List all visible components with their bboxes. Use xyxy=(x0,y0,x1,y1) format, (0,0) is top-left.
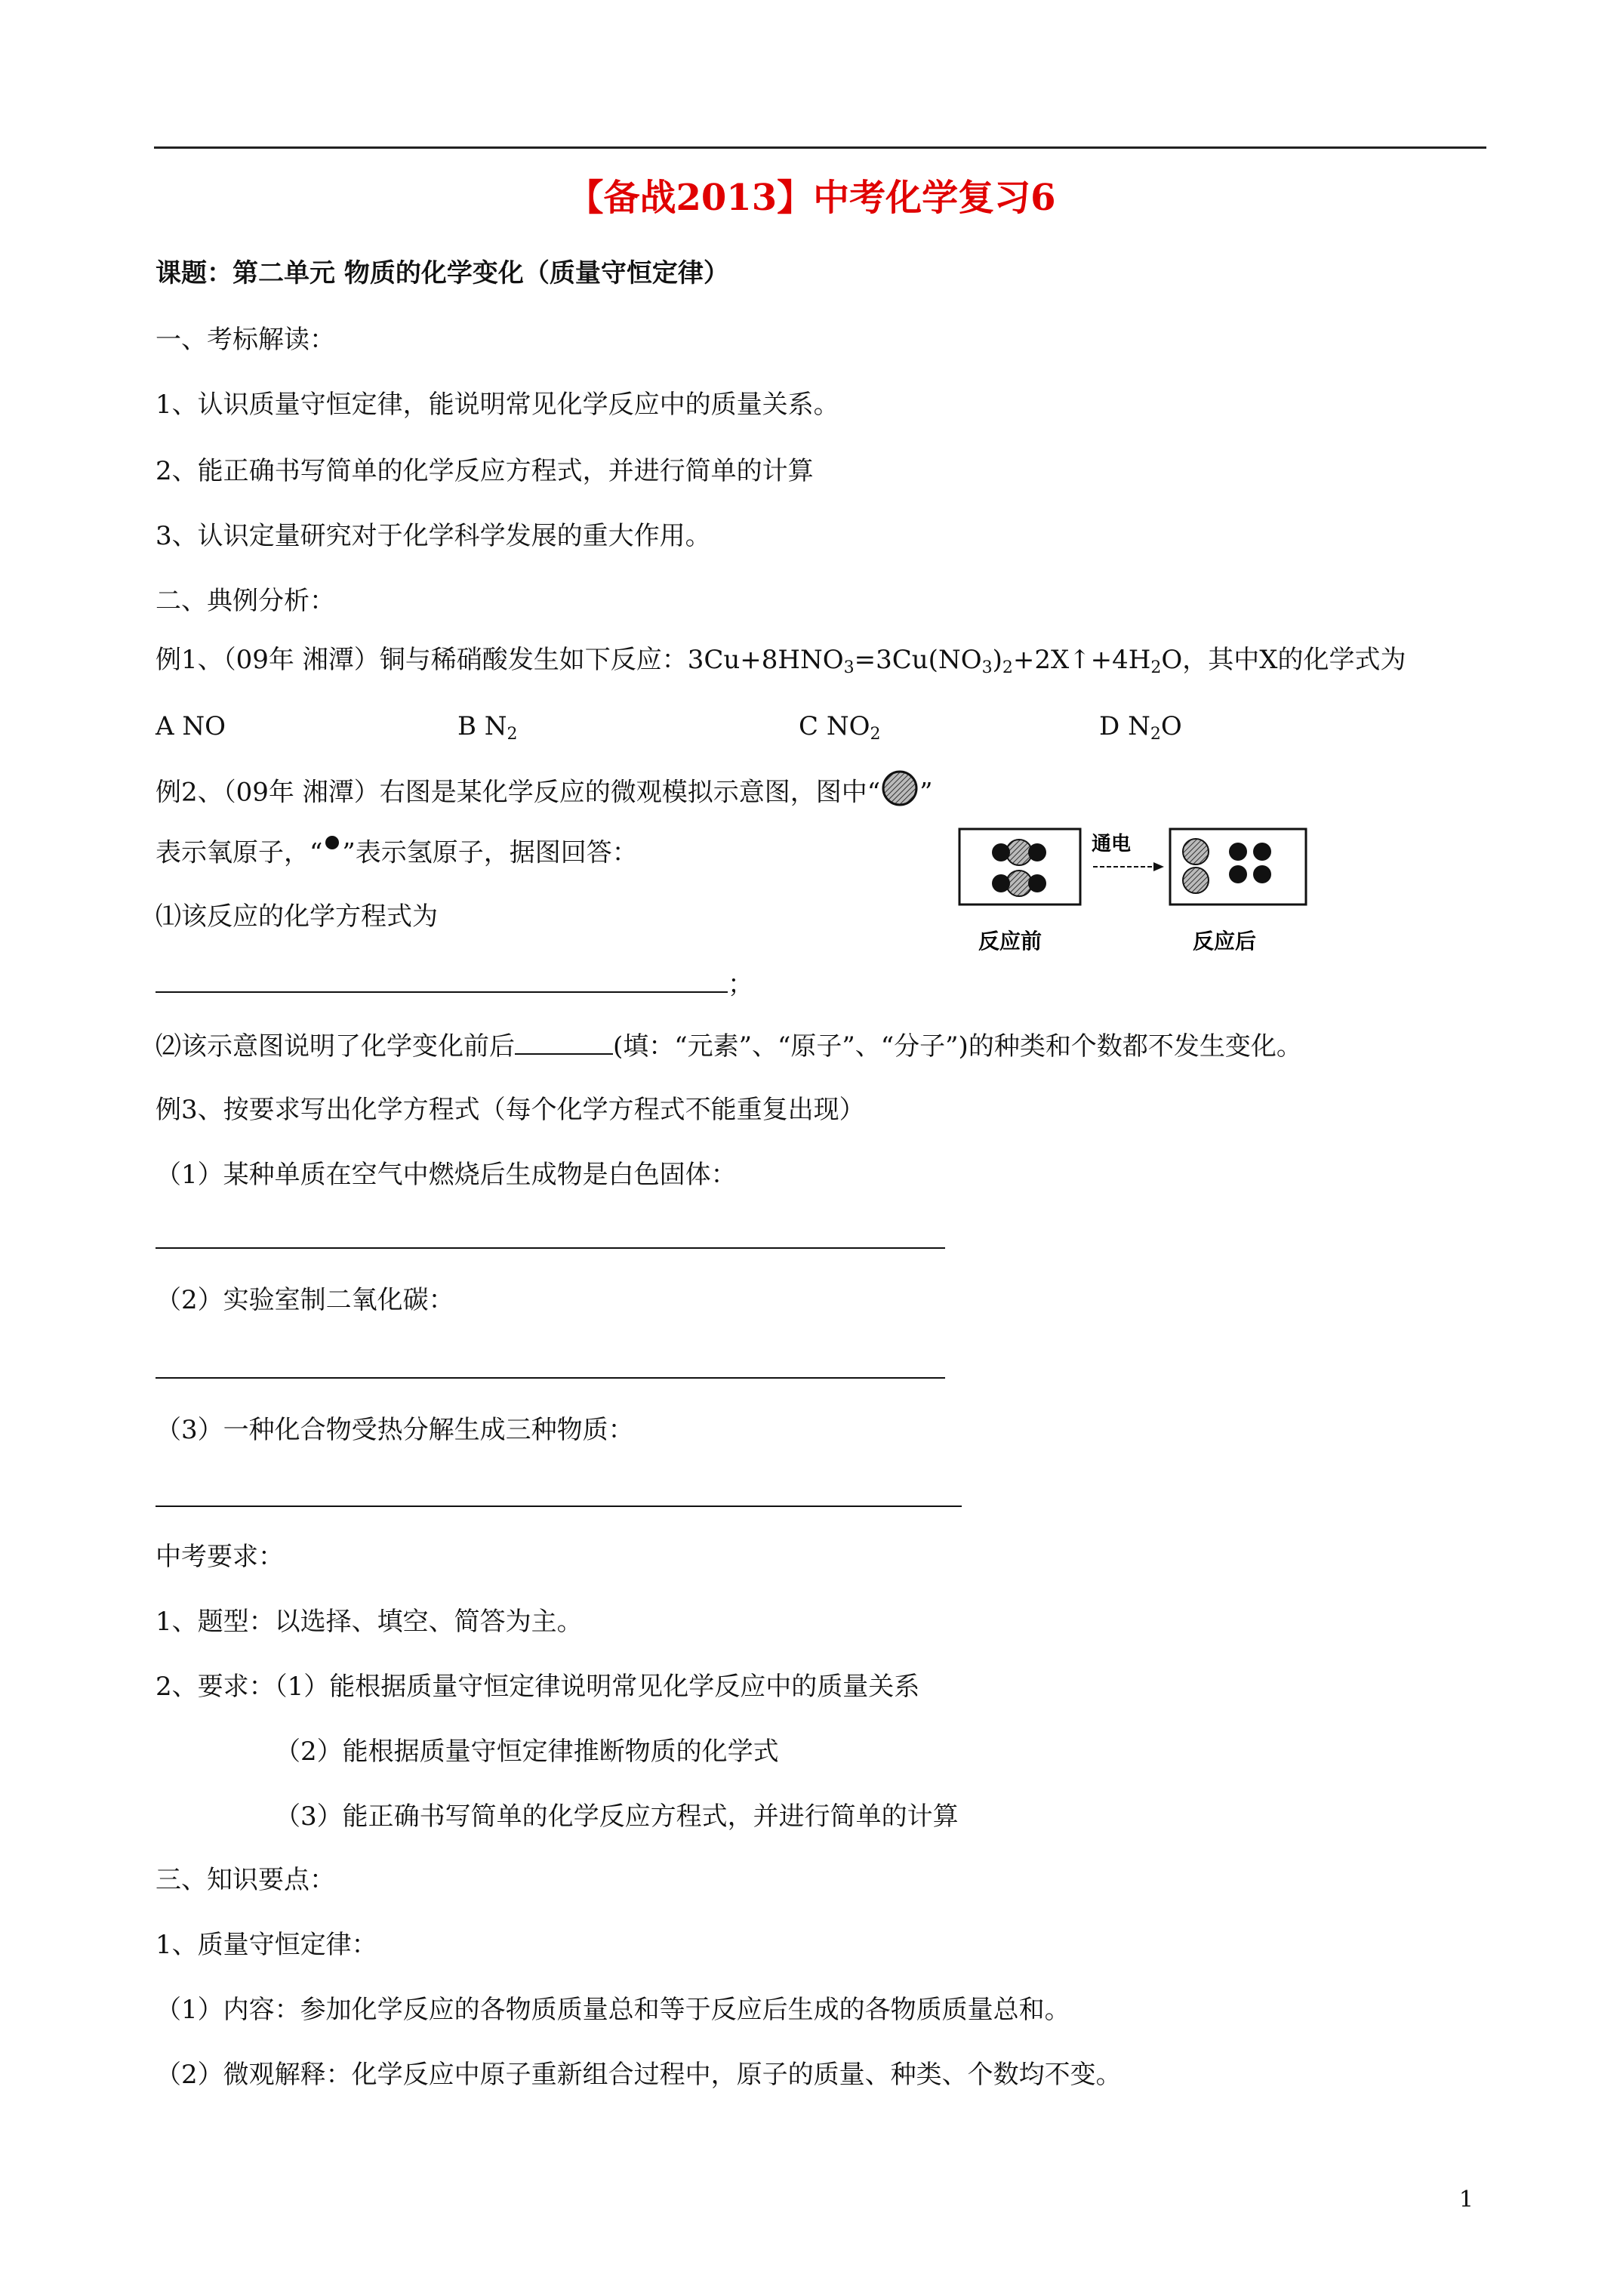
requirements-item-2: 2、要求：（1）能根据质量守恒定律说明常见化学反应中的质量关系 xyxy=(156,1672,920,1702)
example2-intro: 例2、（09年 湘潭）右图是某化学反应的微观模拟示意图，图中“ ” xyxy=(156,770,932,818)
example3-q2-answer-line[interactable] xyxy=(156,1377,945,1379)
requirements-item-3: （2）能根据质量守恒定律推断物质的化学式 xyxy=(275,1737,779,1767)
example1-question: 例1、（09年 湘潭）铜与稀硝酸发生如下反应：$3Cu+8HNO_3=3Cu(NO_3)_2+2X↑+4H_2O$，其中X的化学式为 xyxy=(156,645,1406,677)
example2-q1: ⑴该反应的化学方程式为 xyxy=(156,901,438,932)
water-molecule-1 xyxy=(992,840,1046,865)
reaction-diagram xyxy=(957,827,1309,966)
section3-item-2: （1）内容：参加化学反应的各物质质量总和等于反应后生成的各物质质量总和。 xyxy=(156,1995,1070,2025)
section1-item-1: 1、认识质量守恒定律，能说明常见化学反应中的质量关系。 xyxy=(156,390,839,420)
equation-blank[interactable] xyxy=(156,969,728,993)
water-molecule-2 xyxy=(992,871,1046,896)
page-title: 【备战2013】中考化学复习6 xyxy=(567,177,1056,219)
section3-item-1: 1、质量守恒定律： xyxy=(156,1930,377,1960)
example1-option-b: B $N_2$ xyxy=(457,711,518,744)
example1-option-d: D $N_2O$ xyxy=(1099,711,1182,744)
example3-q2: （2）实验室制二氧化碳： xyxy=(156,1285,454,1315)
header-rule xyxy=(154,146,1486,149)
example2-legend: 表示氧原子，“ ”表示氢原子，据图回答： xyxy=(156,835,638,874)
section1-heading: 一、考标解读： xyxy=(156,325,335,355)
oxygen-atom-icon xyxy=(880,770,919,818)
hydrogen-atom-icon xyxy=(322,835,342,874)
example3-q1-answer-line[interactable] xyxy=(156,1247,945,1249)
example2-q2: ⑵该示意图说明了化学变化前后 (填：“元素”、“原子”、“分子”)的种类和个数都不发生变化。 xyxy=(156,1031,1302,1062)
requirements-heading: 中考要求： xyxy=(156,1542,284,1572)
example3-q1: （1）某种单质在空气中燃烧后生成物是白色固体： xyxy=(156,1160,737,1190)
example3-q3: （3）一种化合物受热分解生成三种物质： xyxy=(156,1415,634,1445)
arrow-label: 通电 xyxy=(1092,833,1132,855)
requirements-item-4: （3）能正确书写简单的化学反应方程式，并进行简单的计算 xyxy=(275,1801,959,1832)
fill-blank[interactable] xyxy=(515,1031,613,1055)
section3-heading: 三、知识要点： xyxy=(156,1865,335,1895)
example1-option-c: C $NO_2$ xyxy=(799,711,881,744)
section2-heading: 二、典例分析： xyxy=(156,586,335,616)
section1-item-2: 2、能正确书写简单的化学反应方程式，并进行简单的计算 xyxy=(156,456,814,486)
section1-item-3: 3、认识定量研究对于化学科学发展的重大作用。 xyxy=(156,521,711,551)
before-label: 反应前 xyxy=(978,929,1042,954)
example3-q3-answer-line[interactable] xyxy=(156,1505,962,1507)
topic-line: 课题：第二单元 物质的化学变化（质量守恒定律） xyxy=(156,258,729,288)
page-number: 1 xyxy=(1458,2187,1474,2213)
example2-q1-answer: ； xyxy=(156,968,753,1001)
section3-item-3: （2）微观解释：化学反应中原子重新组合过程中，原子的质量、种类、个数均不变。 xyxy=(156,2060,1122,2090)
example1-option-a: A NO xyxy=(156,711,226,741)
after-label: 反应后 xyxy=(1193,929,1257,954)
requirements-item-1: 1、题型：以选择、填空、简答为主。 xyxy=(156,1607,583,1637)
reaction-diagram-svg xyxy=(957,827,1309,963)
example3-heading: 例3、按要求写出化学方程式（每个化学方程式不能重复出现） xyxy=(156,1095,865,1125)
